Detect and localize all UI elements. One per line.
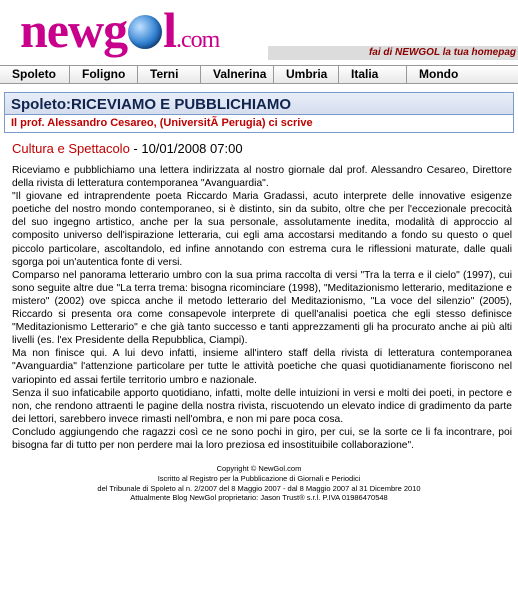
footer-owner: Attualmente Blog NewGol proprietario: Jason Trust® s.r.l. P.IVA 01986470548 — [130, 493, 388, 503]
article-paragraph: Concludo aggiungendo che ragazzi così ce ne sono pochi in giro, per cui, se la sorte ce li fa incontrare, poi bisogna far di tutto per non perdere mai la loro preziosa ed insostituibile collaborazione". — [12, 426, 512, 451]
homepage-tagline-link[interactable]: fai di NEWGOL la tua homepag — [368, 47, 516, 58]
article-date: - 10/01/2008 07:00 — [129, 141, 243, 156]
page-footer — [0, 464, 518, 503]
article-paragraph: "Il giovane ed intraprendente poeta Riccardo Maria Gradassi, acuto interprete delle innovative esigenze poetiche del nostro mondo contemporaneo, si è distinto, sin da subito, oltre che per l'eccezionale precocità del suo ingegno artistico, anche per la sua personale, assolutamente inedita, modalità di approccio al composito universo dell'ispirazione letteraria, cui egli ama accostarsi meditando a fondo su questo o quel piccolo particolare, ascoltandolo, ed infine annotando con estrema cura le riflessioni maturate, dalle quali sgorga poi un'autentica fonte di versi. — [12, 191, 512, 268]
logo-domain: .com — [176, 27, 220, 53]
article-category[interactable]: Cultura e Spettacolo — [12, 141, 130, 156]
site-logo[interactable] — [20, 0, 219, 70]
article-banner — [4, 92, 514, 133]
footer-registration: Iscritto al Registro per la Pubblicazione di Giornali e Periodici — [157, 473, 361, 483]
nav-item-terni[interactable]: Terni — [138, 66, 201, 83]
article-body — [12, 164, 512, 452]
footer-copyright: Copyright © NewGol.com — [216, 464, 302, 474]
nav-item-umbria[interactable]: Umbria — [274, 66, 339, 83]
article-title: Spoleto:RICEVIAMO E PUBBLICHIAMO — [11, 96, 291, 113]
logo-text-start: newg — [20, 2, 128, 58]
globe-icon — [128, 15, 162, 49]
footer-tribunal: del Tribunale di Spoleto al n. 2/2007 del 8 Maggio 2007 - dal 8 Maggio 2007 al 31 Dicembre 2010 — [97, 483, 421, 493]
article-paragraph: Senza il suo infaticabile apporto quotidiano, infatti, molte delle intuizioni in versi e molti dei poeti, in pectore e non, che rendono attraenti le pagine della nostra rivista, riscuotendo un elevato indice di gradimento da parte dei lettori, sarebbero invece rimasti nell'ombra, e non mi pare poca cosa. — [12, 387, 512, 425]
article-paragraph: Riceviamo e pubblichiamo una lettera indirizzata al nostro giornale dal prof. Alessandro Cesareo, Direttore della rivista di letteratura contemporanea "Avanguardia". — [12, 165, 512, 190]
nav-item-spoleto[interactable]: Spoleto — [0, 66, 70, 83]
nav-item-foligno[interactable]: Foligno — [70, 66, 138, 83]
article-meta — [12, 141, 518, 156]
logo-text-end: l — [163, 2, 177, 58]
nav-item-italia[interactable]: Italia — [339, 66, 407, 83]
article-paragraph: Comparso nel panorama letterario umbro con la sua prima raccolta di versi "Tra la terra e il cielo" (1997), cui sono seguite altre due "La terra trema: bisogna ricominciare (1998), "Meditazionismo letterario, meditazione e mistero" (2002) ove spicca anche il metodo letterario del Meditazionismo, "La voce del silenzio" (2005), Riccardo si presenta ora come consapevole interprete di quell'analisi poetica che egli stesso definisce "Meditazionismo Letterario" e che già tanto successo e tanti apprezzamenti gli ha procurato anche ai più alti livelli (es. l'ex Presidente della Repubblica, Ciampi). — [12, 269, 512, 347]
article-subtitle: Il prof. Alessandro Cesareo, (UniversitÃ Perugia) ci scrive — [5, 114, 513, 132]
article-paragraph: Ma non finisce qui. A lui devo infatti, insieme all'intero staff della rivista di letteratura contemporanea "Avanguardia" l'attenzione particolare per tutte le attività poetiche che quasi quotidianamente fioriscono nel variopinto ed assai fertile territorio umbro e nazionale. — [12, 348, 512, 386]
nav-item-mondo[interactable]: Mondo — [407, 66, 518, 83]
nav-item-valnerina[interactable]: Valnerina — [201, 66, 274, 83]
site-header — [0, 0, 518, 62]
